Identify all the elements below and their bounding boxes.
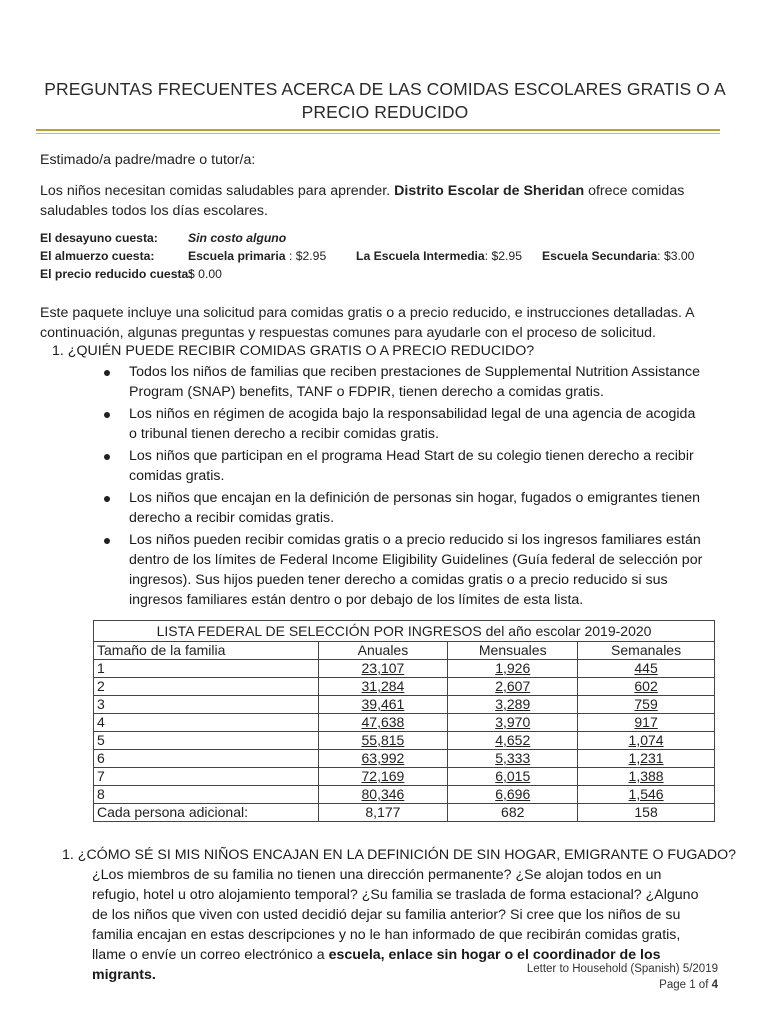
income-eligibility-table: [93, 620, 715, 822]
table-caption: LISTA FEDERAL DE SELECCIÓN POR INGRESOS del año escolar 2019-2020: [94, 621, 715, 642]
footer-page-number: Page 1 of 4: [659, 979, 718, 991]
breakfast-label: El desayuno cuesta:: [40, 231, 158, 245]
table-row: 3 39,461 3,289 759: [94, 696, 715, 714]
table-row: 7 72,169 6,015 1,388: [94, 768, 715, 786]
intro-text-before: Los niños necesitan comidas saludables para aprender.: [40, 183, 395, 199]
column-header: Mensuales: [448, 642, 578, 660]
column-header: Semanales: [578, 642, 715, 660]
list-item: Los niños pueden recibir comidas gratis o a precio reducido si los ingresos familiares están dentro de los límites de Federal Income Eligibility Guidelines (Guía federal de selección por ingresos). Sus hijos pueden tener derecho a comidas gratis o a precio reducido si sus ingresos familiares están dentro o por debajo de los límites de esta lista.: [104, 530, 704, 610]
title-divider: [36, 129, 720, 131]
question-2-answer: ¿Los miembros de su familia no tienen una dirección permanente? ¿Se alojan todos en un refugio, hotel u otro alojamiento temporal? ¿Su familia se traslada de forma estacional? ¿Alguno de los niños que viven con usted decidió dejar su familia anterior? Si cree que los niños de su familia encajan en estas descripciones y no le han informado de que recibirán comidas gratis, llame o envíe un correo electrónico a escuela, enlace sin hogar o el coordinador de los migrants.: [92, 867, 699, 983]
bullet-icon: [104, 538, 110, 544]
bullet-icon: [104, 496, 110, 502]
table-row: 2 31,284 2,607 602: [94, 678, 715, 696]
district-name: Distrito Escolar de Sheridan: [394, 183, 585, 199]
column-header: Anuales: [318, 642, 448, 660]
list-item: Los niños que participan en el programa Head Start de su colegio tienen derecho a recibir comidas gratis.: [104, 446, 704, 486]
page-title: [40, 78, 730, 124]
title-divider-thin: [36, 133, 720, 134]
package-paragraph: Este paquete incluye una solicitud para comidas gratis o a precio reducido, e instrucciones detalladas. A continuación, algunas preguntas y respuestas comunes para ayudarle con el proceso de solicitud.: [40, 305, 694, 341]
lunch-primary: Escuela primaria : $2.95: [188, 249, 327, 263]
reduced-label: El precio reducido cuesta:: [40, 267, 193, 281]
title-line-1: PREGUNTAS FRECUENTES ACERCA DE LAS COMIDAS ESCOLARES GRATIS O A: [44, 79, 726, 99]
bullet-icon: [104, 370, 110, 376]
question-2-heading: 1. ¿CÓMO SÉ SI MIS NIÑOS ENCAJAN EN LA DEFINICIÓN DE SIN HOGAR, EMIGRANTE O FUGADO?: [62, 847, 737, 863]
greeting: Estimado/a padre/madre o tutor/a:: [40, 152, 256, 168]
lunch-secondary: Escuela Secundaria: $3.00: [542, 249, 695, 263]
footer-document-id: Letter to Household (Spanish) 5/2019: [526, 963, 718, 975]
table-row: 4 47,638 3,970 917: [94, 714, 715, 732]
lunch-middle: La Escuela Intermedia: $2.95: [356, 249, 522, 263]
eligibility-list: [104, 362, 704, 612]
contact-emphasis: escuela, enlace sin hogar o el coordinador de los migrants.: [92, 947, 661, 983]
list-item: Todos los niños de familias que reciben prestaciones de Supplemental Nutrition Assistance Program (SNAP) benefits, TANF o FDPIR, tienen derecho a comidas gratis.: [104, 362, 704, 402]
intro-text-after: ofrece comidas saludables todos los días escolares.: [40, 183, 685, 219]
list-item: Los niños que encajan en la definición de personas sin hogar, fugados o emigrantes tienen derecho a recibir comidas gratis.: [104, 488, 704, 528]
reduced-value: $ 0.00: [188, 267, 222, 281]
table-header-row: [94, 642, 715, 660]
breakfast-value: Sin costo alguno: [188, 231, 287, 245]
list-item: Los niños en régimen de acogida bajo la responsabilidad legal de una agencia de acogida o tribunal tienen derecho a recibir comidas gratis.: [104, 404, 704, 444]
title-line-2: PRECIO REDUCIDO: [301, 102, 469, 122]
table-row: 5 55,815 4,652 1,074: [94, 732, 715, 750]
table-row: Cada persona adicional: 8,177 682 158: [94, 804, 715, 822]
table-caption-row: [94, 621, 715, 642]
table-row: 1 23,107 1,926 445: [94, 660, 715, 678]
lunch-label: El almuerzo cuesta:: [40, 249, 155, 263]
column-header: Tamaño de la familia: [94, 642, 319, 660]
bullet-icon: [104, 454, 110, 460]
intro-paragraph: [40, 181, 730, 221]
table-row: 6 63,992 5,333 1,231: [94, 750, 715, 768]
bullet-icon: [104, 412, 110, 418]
question-1-heading: 1. ¿QUIÉN PUEDE RECIBIR COMIDAS GRATIS O A PRECIO REDUCIDO?: [52, 343, 535, 359]
table-row: 8 80,346 6,696 1,546: [94, 786, 715, 804]
